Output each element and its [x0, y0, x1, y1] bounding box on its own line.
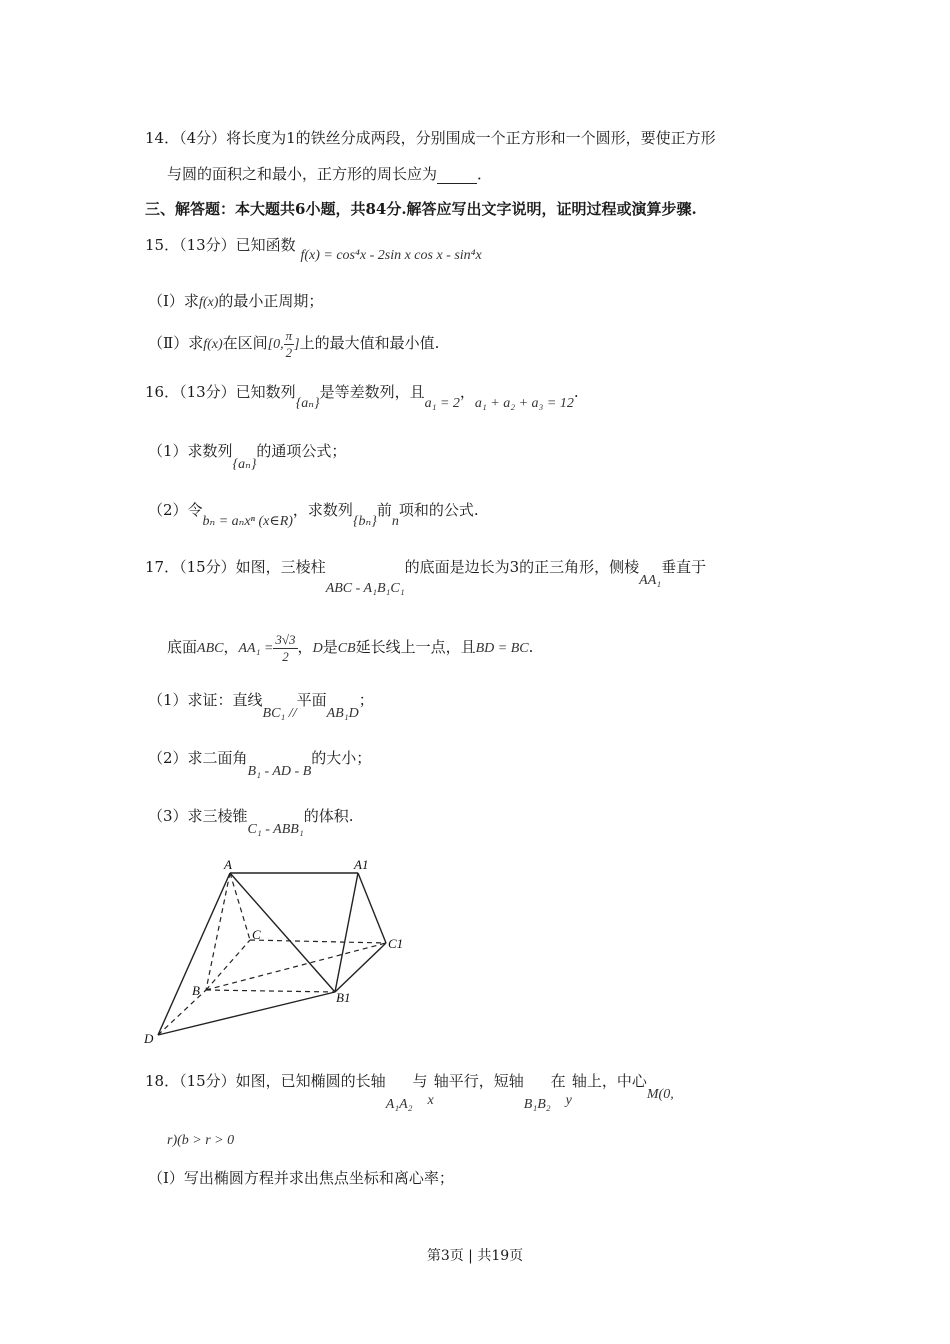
q18-center: M(0, [646, 1087, 674, 1102]
q15-part1-math: f(x) [198, 295, 219, 310]
q18-stem-text3: 轴平行，短轴 [433, 1072, 524, 1090]
label-A: A [224, 857, 232, 872]
q17-part2-label: （2）求二面角 [148, 749, 248, 767]
q17-part3 [148, 805, 354, 837]
q17-part1 [148, 689, 374, 721]
q17-stem-text3: 垂直于 [661, 558, 707, 576]
q16-part1-text: 的通项公式； [256, 442, 347, 460]
q17-l2-d: D [312, 641, 323, 657]
q17-l2-period: . [528, 638, 534, 657]
fraction-numerator: 3√3 [275, 632, 296, 647]
label-B: B [192, 983, 200, 998]
q18-major-axis: A₁A₂ [385, 1097, 413, 1112]
interval-left: [0, [267, 337, 284, 353]
answer-blank [437, 165, 477, 184]
page-footer: 第3页 | 共19页 [426, 1248, 524, 1264]
label-C1: C1 [388, 936, 404, 951]
q17-part3-label: （3）求三棱锥 [148, 807, 248, 825]
q17-stem [145, 556, 707, 596]
q14-line1: 14．（4分）将长度为1的铁丝分成两段，分别围成一个正方形和一个圆形，要使正方形 [145, 129, 716, 147]
q18-y: y [565, 1093, 572, 1108]
q14-line2-text: 与圆的面积之和最小，正方形的周长应为 [167, 165, 438, 183]
q17-l2-comma: ， [223, 638, 239, 657]
q17-part3-text: 的体积. [303, 807, 354, 825]
q17-part1-text: 平面 [296, 691, 327, 709]
q16-part2 [148, 499, 479, 529]
q17-part2-angle: B₁ - AD - B [247, 764, 312, 779]
q15-stem [145, 234, 482, 263]
q16-stem-text2: 是等差数列，且 [319, 383, 425, 401]
q16-seq: {aₙ} [295, 396, 320, 411]
q16-period: . [573, 383, 579, 401]
q17-stem-text: 17．（15分）如图，三棱柱 [145, 558, 326, 576]
q17-part2 [148, 747, 372, 779]
q17-l2-text: 底面 [167, 638, 198, 657]
q18-stem-text: 18．（15分）如图，已知椭圆的长轴 [145, 1072, 386, 1090]
q16-sum: a₁ + a₂ + a₃ = 12 [474, 396, 574, 411]
edge-D-B1 [158, 992, 335, 1035]
q15-part2-math: f(x) [203, 337, 223, 353]
label-A1: A1 [354, 857, 369, 872]
label-B1: B1 [336, 990, 351, 1005]
edge-B-B1 [206, 990, 335, 992]
prism-figure [138, 855, 418, 1050]
edge-A-B [206, 873, 230, 990]
q16-part1 [148, 440, 347, 472]
q18-stem [145, 1070, 674, 1112]
q15-stem-text: 15．（13分）已知函数 [145, 236, 296, 254]
q18-stem-text2: 与 [412, 1072, 428, 1090]
edge-B-C1 [206, 943, 386, 990]
q16-n: n [391, 514, 399, 529]
q17-edge: AA₁ [639, 573, 662, 588]
edge-A-B1 [230, 873, 335, 992]
edge-A-D [158, 873, 230, 1035]
q17-part3-pyramid: C₁ - ABB₁ [247, 822, 304, 837]
q15-part2-end: 上的最大值和最小值. [299, 334, 440, 353]
q17-l2-text3: 延长线上一点，且 [355, 638, 476, 657]
q18-part1: （Ⅰ）写出椭圆方程并求出焦点坐标和离心率； [148, 1169, 454, 1187]
edge-A1-C1 [358, 873, 386, 943]
q17-line2 [167, 632, 533, 664]
fraction-denominator: 2 [285, 344, 293, 360]
edge-B-C [206, 940, 250, 990]
q16-stem [145, 381, 579, 411]
pi-over-2-fraction [284, 328, 295, 360]
label-D: D [144, 1031, 154, 1046]
q16-comma: ， [459, 383, 475, 401]
q17-part2-text: 的大小； [311, 749, 372, 767]
q15-part2-label: （Ⅱ）求 [148, 334, 204, 353]
q18-stem-text5: 轴上，中心 [571, 1072, 647, 1090]
q15-part2-text: 在区间 [222, 334, 268, 353]
q17-l2-comma2: ， [297, 638, 313, 657]
q16-bn-seq: {bₙ} [352, 514, 377, 529]
q17-prism: ABC - A₁B₁C₁ [325, 581, 405, 596]
q18-stem-text4: 在 [550, 1072, 566, 1090]
q18-minor-axis: B₁B₂ [523, 1097, 551, 1112]
q15-part1-text: 的最小正周期； [218, 292, 324, 310]
q16-part1-seq: {aₙ} [232, 457, 257, 472]
q17-stem-text2: 的底面是边长为3的正三角形，侧棱 [404, 558, 640, 576]
q17-part1-label: （1）求证：直线 [148, 691, 263, 709]
q17-l2-abc: ABC [197, 641, 224, 657]
q17-l2-cb: CB [337, 641, 356, 657]
interval-right: ] [294, 337, 300, 353]
q15-part1-label: （Ⅰ）求 [148, 292, 199, 310]
q15-function: f(x) = cos⁴x - 2sin x cos x - sin⁴x [300, 248, 482, 263]
q14-line2 [167, 163, 492, 184]
q16-bn-def: bₙ = aₙxⁿ (x∈R) [202, 514, 293, 529]
q15-part2 [148, 328, 439, 360]
q18-line2: r)(b > r > 0 [167, 1133, 235, 1148]
edge-C-C1 [250, 940, 386, 943]
fraction-numerator: π [285, 328, 293, 343]
q16-stem-text: 16．（13分）已知数列 [145, 383, 296, 401]
q14-line2-end: ． [477, 165, 493, 183]
label-C: C [252, 927, 261, 942]
q17-l2-aa1: AA₁ = [238, 641, 274, 657]
q17-part1-end: ； [358, 691, 374, 709]
section-heading: 三、解答题：本大题共6小题，共84分.解答应写出文字说明，证明过程或演算步骤. [145, 200, 697, 218]
q16-part2-label: （2）令 [148, 501, 203, 519]
edge-A-C [230, 873, 250, 940]
q16-part1-label: （1）求数列 [148, 442, 233, 460]
q17-part1-line: BC₁ // [262, 706, 297, 721]
fraction-denominator: 2 [282, 648, 289, 664]
q17-part1-plane: AB₁D [326, 706, 359, 721]
q15-part1 [148, 290, 323, 311]
q16-part2-text: ，求数列 [292, 501, 353, 519]
q17-l2-bd: BD = BC [475, 641, 529, 657]
q16-part2-text2: 前 [376, 501, 392, 519]
q16-part2-end: 项和的公式. [398, 501, 479, 519]
q18-x: x [427, 1093, 434, 1108]
q16-a1: a₁ = 2 [424, 396, 460, 411]
q17-height-fraction [273, 632, 297, 664]
q17-l2-text2: 是 [322, 638, 338, 657]
